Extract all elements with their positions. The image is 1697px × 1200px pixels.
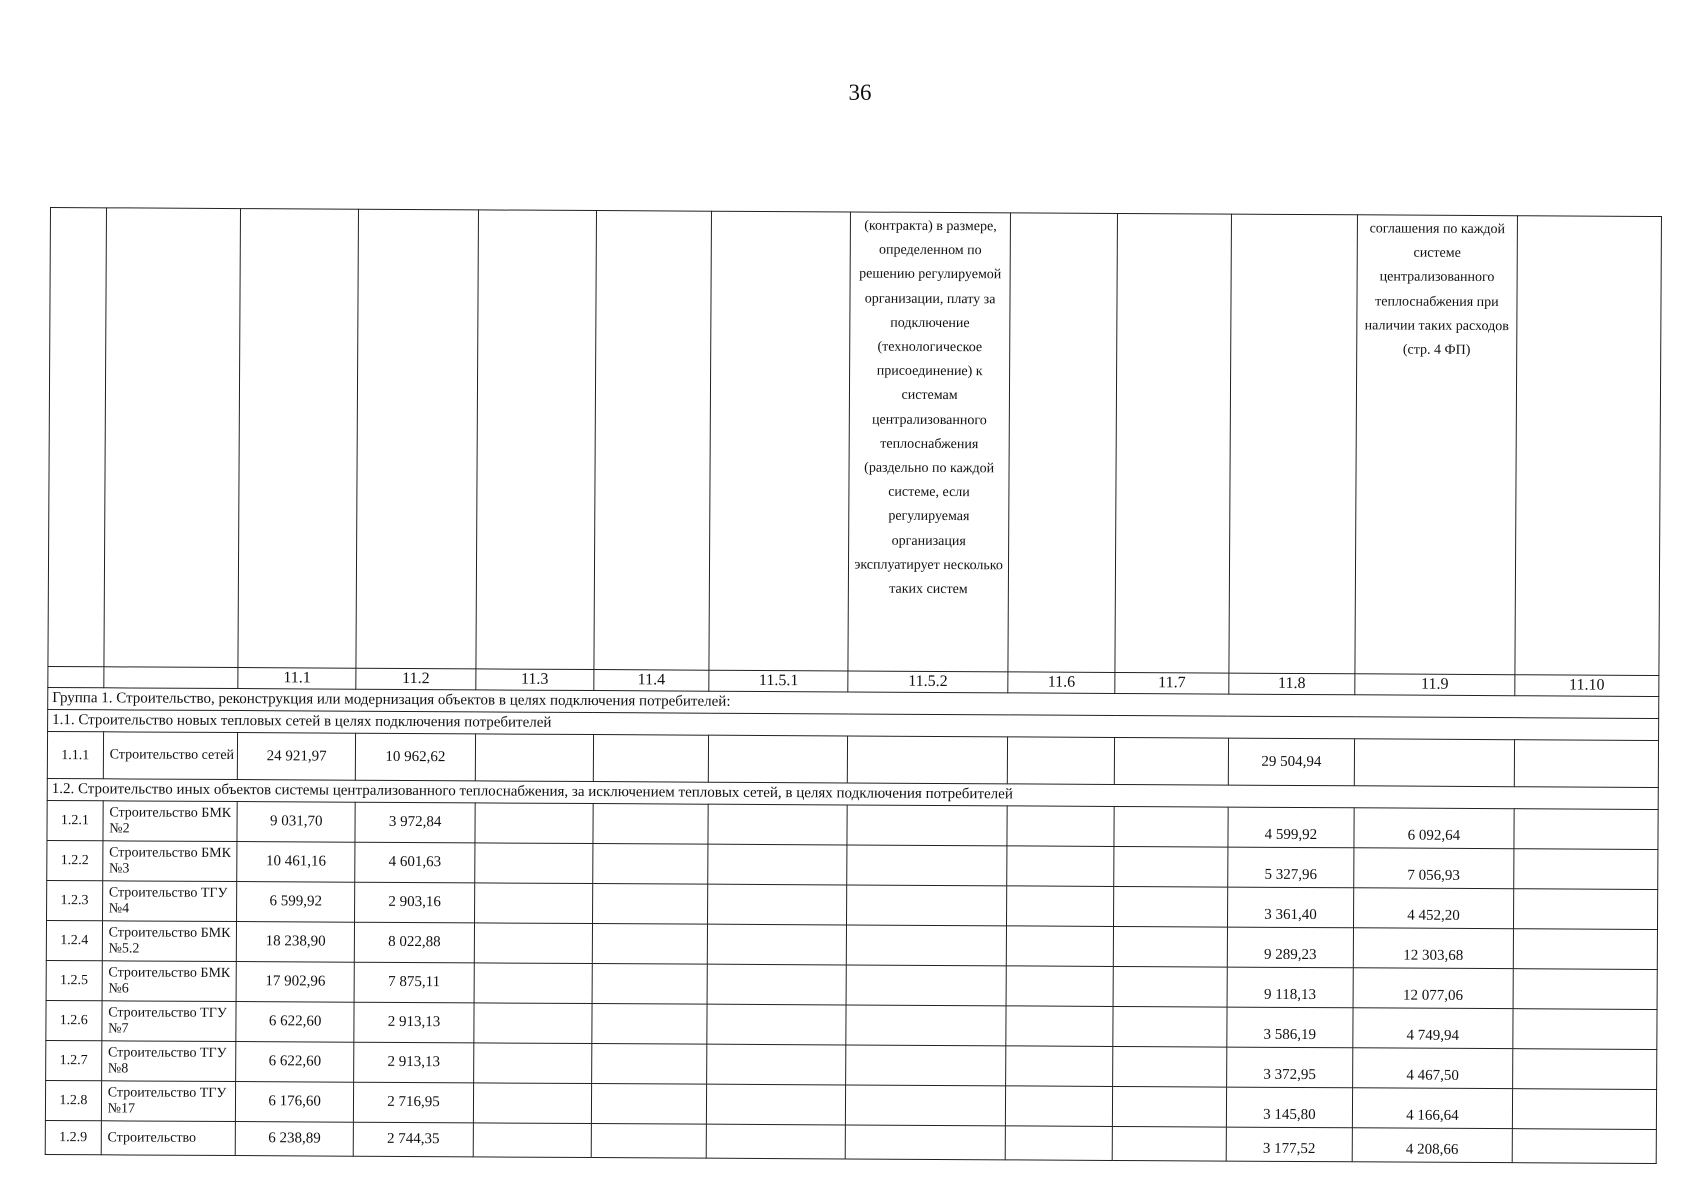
column-number: 11.1 [238,668,356,690]
cell-11-3 [473,1123,591,1158]
row-name: Строительство ТГУ №8 [101,1041,236,1082]
cell-11-10 [1513,929,1657,970]
cell-11-10 [1512,1049,1656,1090]
column-number: 11.10 [1515,675,1659,697]
cell-11-4 [591,1124,707,1159]
cell-11-7 [1113,1046,1227,1087]
column-number [48,666,104,687]
cell-11-9: 7 056,93 [1354,848,1514,889]
cell-11-3 [475,734,593,782]
cell-11-9: 4 208,66 [1352,1128,1512,1163]
row-code: 1.2.5 [46,960,102,1000]
cell-11-1: 10 461,16 [237,842,355,883]
cell-11-8: 3 361,40 [1227,887,1353,928]
column-number: 11.4 [594,670,710,692]
cell-11-6 [1005,1086,1112,1127]
cell-11-3 [474,963,592,1004]
header-cell [476,210,596,670]
cell-11-4 [592,844,708,885]
column-number: 11.8 [1229,673,1355,695]
cell-11-10 [1513,1009,1657,1050]
cell-11-8: 3 372,95 [1226,1047,1352,1088]
cell-11-9: 6 092,64 [1354,808,1514,849]
cell-11-5-2 [846,1005,1006,1046]
cell-11-1: 24 921,97 [238,733,356,781]
section-title: 1.1. Строительство новых тепловых сетей в целях подключения потребителей [48,709,1659,740]
cell-11-2: 7 875,11 [354,962,474,1003]
cell-11-8: 4 599,92 [1228,807,1354,848]
cell-11-5-1 [708,804,847,845]
section-title: Группа 1. Строительство, реконструкция или модернизация объектов в целях подключения потребителей: [48,687,1659,718]
cell-11-6 [1006,1006,1113,1047]
cell-11-5-2 [847,736,1007,784]
cell-11-7 [1114,806,1228,847]
cell-11-7 [1113,966,1227,1007]
row-code: 1.2.4 [46,920,102,960]
row-name: Строительство ТГУ №4 [102,881,237,922]
row-code: 1.2.6 [46,1000,102,1040]
cell-11-10 [1514,740,1658,788]
cell-11-4 [592,1004,708,1045]
column-number: 11.3 [476,669,594,691]
header-cell [1229,214,1358,674]
cell-11-2: 8 022,88 [354,922,474,963]
row-name: Строительство БМК №3 [102,841,237,882]
cell-11-7 [1113,1006,1227,1047]
row-code: 1.2.2 [47,840,103,880]
cell-11-8: 3 145,80 [1226,1087,1352,1128]
cell-11-2: 3 972,84 [355,802,475,843]
row-name: Строительство БМК №2 [103,801,238,842]
cell-11-4 [592,964,708,1005]
row-name: Строительство сетей [103,732,238,780]
cell-11-3 [473,1083,591,1124]
cell-11-6 [1006,926,1113,967]
row-code: 1.2.1 [47,800,103,840]
cell-11-6 [1006,1046,1113,1087]
cell-11-5-2 [847,885,1007,926]
cell-11-10 [1512,1129,1656,1164]
cell-11-6 [1007,806,1114,847]
cell-11-4 [592,884,708,925]
cell-11-5-1 [708,844,847,885]
cell-11-9: 4 749,94 [1353,1008,1513,1049]
column-number: 11.9 [1355,674,1515,696]
cell-11-3 [474,923,592,964]
cell-11-5-1 [707,1084,846,1125]
cell-11-6 [1005,1126,1112,1161]
row-name: Строительство БМК №6 [102,961,237,1002]
cell-11-3 [474,1003,592,1044]
cell-11-8: 5 327,96 [1228,847,1354,888]
investment-program-table [45,207,1662,1164]
cell-11-2: 2 913,13 [354,1042,474,1083]
cell-11-10 [1513,969,1657,1010]
column-number: 11.5.2 [848,671,1008,693]
header-cell [48,208,106,667]
cell-11-5-2 [846,1045,1006,1086]
cell-11-5-2 [846,1085,1006,1126]
cell-11-8: 9 118,13 [1227,967,1353,1008]
cell-11-5-2 [846,925,1006,966]
row-code: 1.2.7 [46,1040,102,1080]
cell-11-2: 4 601,63 [355,842,475,883]
row-name: Строительство ТГУ №17 [101,1081,236,1122]
cell-11-1: 6 599,92 [237,882,355,923]
cell-11-6 [1007,846,1114,887]
cell-11-1: 9 031,70 [237,802,355,843]
cell-11-3 [474,1043,592,1084]
cell-11-5-1 [707,1124,846,1159]
header-text-11-5-2: (контракта) в размере, определенном по решению регулируемой организации, плату за подключение (технологическое присоединение) к системам централизованного теплоснабжения (раздельно по каждой системе, если регулируемая организация эксплуатирует несколько таких систем [854,218,1003,598]
cell-11-7 [1115,737,1229,785]
cell-11-1: 18 238,90 [237,922,355,963]
cell-11-2: 2 716,95 [353,1082,473,1123]
row-name: Строительство БМК №5.2 [102,921,237,962]
cell-11-1: 17 902,96 [236,962,354,1003]
row-code: 1.1.1 [47,731,103,778]
cell-11-10 [1514,849,1658,890]
cell-11-4 [593,804,709,845]
cell-11-8: 3 586,19 [1227,1007,1353,1048]
cell-11-9: 12 303,68 [1353,928,1513,969]
cell-11-5-2 [846,965,1006,1006]
header-cell [594,211,712,671]
cell-11-7 [1114,846,1228,887]
cell-11-5-2 [847,805,1007,846]
cell-11-8: 29 504,94 [1228,738,1354,786]
cell-11-6 [1007,886,1114,927]
header-cell [104,208,241,668]
cell-11-3 [474,883,592,924]
investment-program-table-wrap [45,207,1662,1164]
cell-11-5-1 [708,884,847,925]
column-number [104,667,239,689]
header-cell-11-5-2 [848,212,1010,672]
cell-11-10 [1514,809,1658,850]
header-cell [1115,213,1231,673]
header-cell [238,209,358,669]
cell-11-4 [591,1084,707,1125]
column-number: 11.7 [1115,672,1229,694]
cell-11-5-1 [707,1044,846,1085]
cell-11-5-1 [709,735,848,783]
header-text-row [48,208,1662,676]
header-cell [1515,216,1662,676]
cell-11-9 [1354,739,1514,787]
column-number: 11.2 [356,668,476,690]
column-number: 11.5.1 [709,670,848,692]
cell-11-5-1 [707,964,846,1005]
cell-11-2: 2 744,35 [353,1122,473,1157]
cell-11-10 [1513,889,1657,930]
row-code: 1.2.8 [45,1080,101,1120]
cell-11-6 [1007,737,1115,785]
row-name: Строительство ТГУ №7 [102,1001,237,1042]
row-code: 1.2.3 [47,880,103,920]
cell-11-10 [1512,1089,1656,1130]
cell-11-2: 10 962,62 [355,733,475,781]
cell-11-3 [475,843,593,884]
header-cell-11-9 [1355,215,1517,675]
header-cell [1008,213,1118,673]
cell-11-7 [1114,886,1228,927]
cell-11-6 [1006,966,1113,1007]
cell-11-2: 2 913,13 [354,1002,474,1043]
cell-11-4 [592,924,708,965]
page-number: 36 [848,80,872,105]
cell-11-8: 3 177,52 [1226,1127,1352,1162]
cell-11-1: 6 622,60 [236,1002,354,1043]
cell-11-1: 6 176,60 [236,1082,354,1123]
cell-11-3 [475,803,593,844]
column-number: 11.6 [1008,672,1115,694]
cell-11-5-2 [845,1125,1005,1160]
header-cell [356,209,478,669]
cell-11-1: 6 622,60 [236,1042,354,1083]
header-text-11-9: соглашения по каждой системе централизованного теплоснабжения при наличии таких расходов (стр. 4 ФП) [1364,221,1509,358]
cell-11-7 [1112,1126,1226,1161]
cell-11-2: 2 903,16 [355,882,475,923]
cell-11-9: 12 077,06 [1353,968,1513,1009]
cell-11-1: 6 238,89 [236,1122,354,1157]
cell-11-7 [1113,1086,1227,1127]
cell-11-8: 9 289,23 [1227,927,1353,968]
cell-11-9: 4 452,20 [1354,888,1514,929]
cell-11-5-2 [847,845,1007,886]
cell-11-4 [591,1044,707,1085]
cell-11-5-1 [708,924,847,965]
cell-11-7 [1114,926,1228,967]
row-code: 1.2.9 [45,1120,101,1154]
cell-11-9: 4 467,50 [1353,1048,1513,1089]
cell-11-4 [593,735,709,783]
cell-11-9: 4 166,64 [1352,1088,1512,1129]
cell-11-5-1 [707,1004,846,1045]
row-name: Строительство [101,1121,236,1156]
header-cell [709,211,850,671]
section-title: 1.2. Строительство иных объектов системы централизованного теплоснабжения, за исключением тепловых сетей, в целях подключения потребителей [47,778,1658,809]
